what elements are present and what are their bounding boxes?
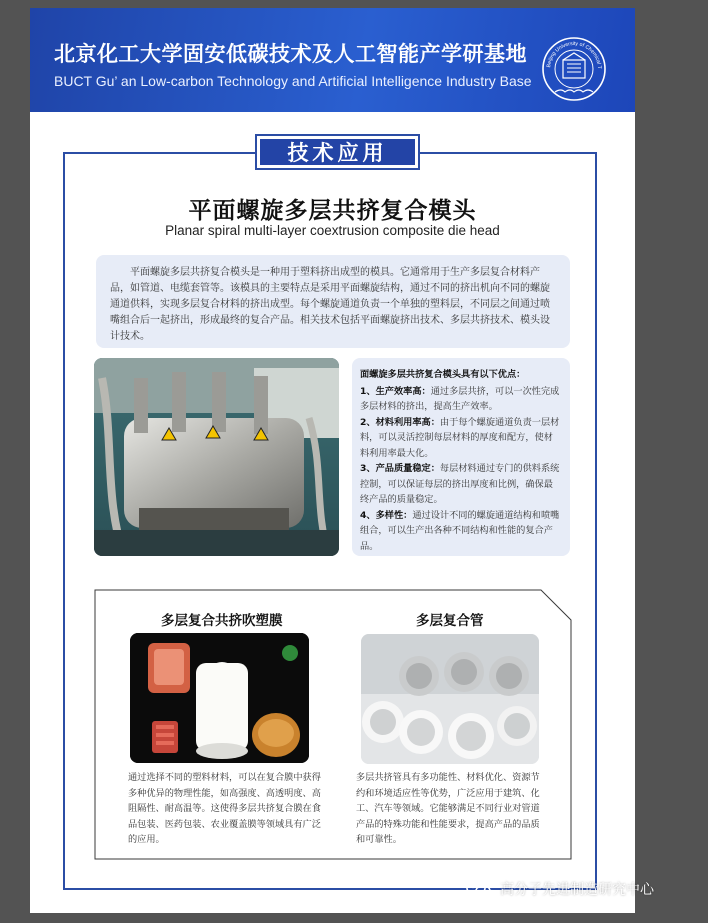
corner-mark xyxy=(578,14,582,18)
wechat-icon xyxy=(466,879,492,899)
advantages-panel xyxy=(352,358,570,556)
page-subtitle: Planar spiral multi-layer coextrusion composite die head xyxy=(165,223,500,238)
header-subtitle: BUCT Gu’ an Low-carbon Technology and Artificial Intelligence Industry Base xyxy=(54,73,532,89)
page-title: 平面螺旋多层共挤复合模头 xyxy=(188,198,477,224)
die-head-photo xyxy=(94,358,339,556)
watermark-text: 高分子先进制造研究中心 xyxy=(500,882,654,898)
film-product-photo xyxy=(130,633,309,763)
advantage-item: 2、材料利用率高：由于每个螺旋通道负责一层材料，可以灵活控制每层材料的厚度和配方，使材料利用率最大化。 xyxy=(360,416,560,459)
advantages-heading: 面螺旋多层共挤复合模头具有以下优点： xyxy=(360,369,526,380)
svg-text:Beijing University of Chemical: Beijing University of Chemical T xyxy=(546,40,603,69)
intro-paragraph: 平面螺旋多层共挤复合模头是一种用于塑料挤出成型的模具。它通常用于生产多层复合材料产品，如管道、电缆套管等。该模具的主要特点是采用平面螺旋结构，通过不同的挤出机向不同的螺旋通道供料，实现多层复合材料的挤出成型。每个螺旋通道负责一个单独的塑料层，不同层之间通过喷嘴组合后一起挤出，形成最终的复合产品。相关技术包括平面螺旋挤出技术、多层共挤技术、模头设计技术。 xyxy=(96,255,570,348)
advantage-item: 3、产品质量稳定：每层材料通过专门的供料系统控制，可以保证每层的挤出厚度和比例，确保最终产品的质量稳定。 xyxy=(360,463,560,505)
header-title: 北京化工大学固安低碳技术及人工智能产学研基地 xyxy=(54,42,527,66)
watermark xyxy=(466,876,696,902)
pipe-title: 多层复合管 xyxy=(416,613,484,629)
university-seal-icon xyxy=(541,36,607,102)
film-description: 通过选择不同的塑料材料，可以在复合膜中获得多种优异的物理性能，如高强度、高透明度、高阻隔性、耐高温等。这使得多层共挤复合膜在食品包装、医药包装、农业覆盖膜等领域具有广泛的应用。 xyxy=(128,772,321,845)
section-tag-label: 技术应用 xyxy=(260,139,415,165)
pipe-product-photo xyxy=(361,634,539,764)
advantage-item: 4、多样性：通过设计不同的螺旋通道结构和喷嘴组合，可以生产出各种不同结构和性能的复合产品。 xyxy=(360,509,560,552)
pipe-description: 多层共挤管具有多功能性、材料优化、资源节约和环境适应性等优势，广泛应用于建筑、化工、汽车等领域。它能够满足不同行业对管道产品的特殊功能和性能要求，提高产品的品质和可靠性。 xyxy=(356,772,540,845)
poster-page xyxy=(30,8,635,913)
film-title: 多层复合共挤吹塑膜 xyxy=(161,613,283,629)
advantage-item: 1、生产效率高：通过多层共挤，可以一次性完成多层材料的挤出，提高生产效率。 xyxy=(360,385,560,412)
section-tag xyxy=(255,134,420,170)
header-banner xyxy=(30,8,635,112)
